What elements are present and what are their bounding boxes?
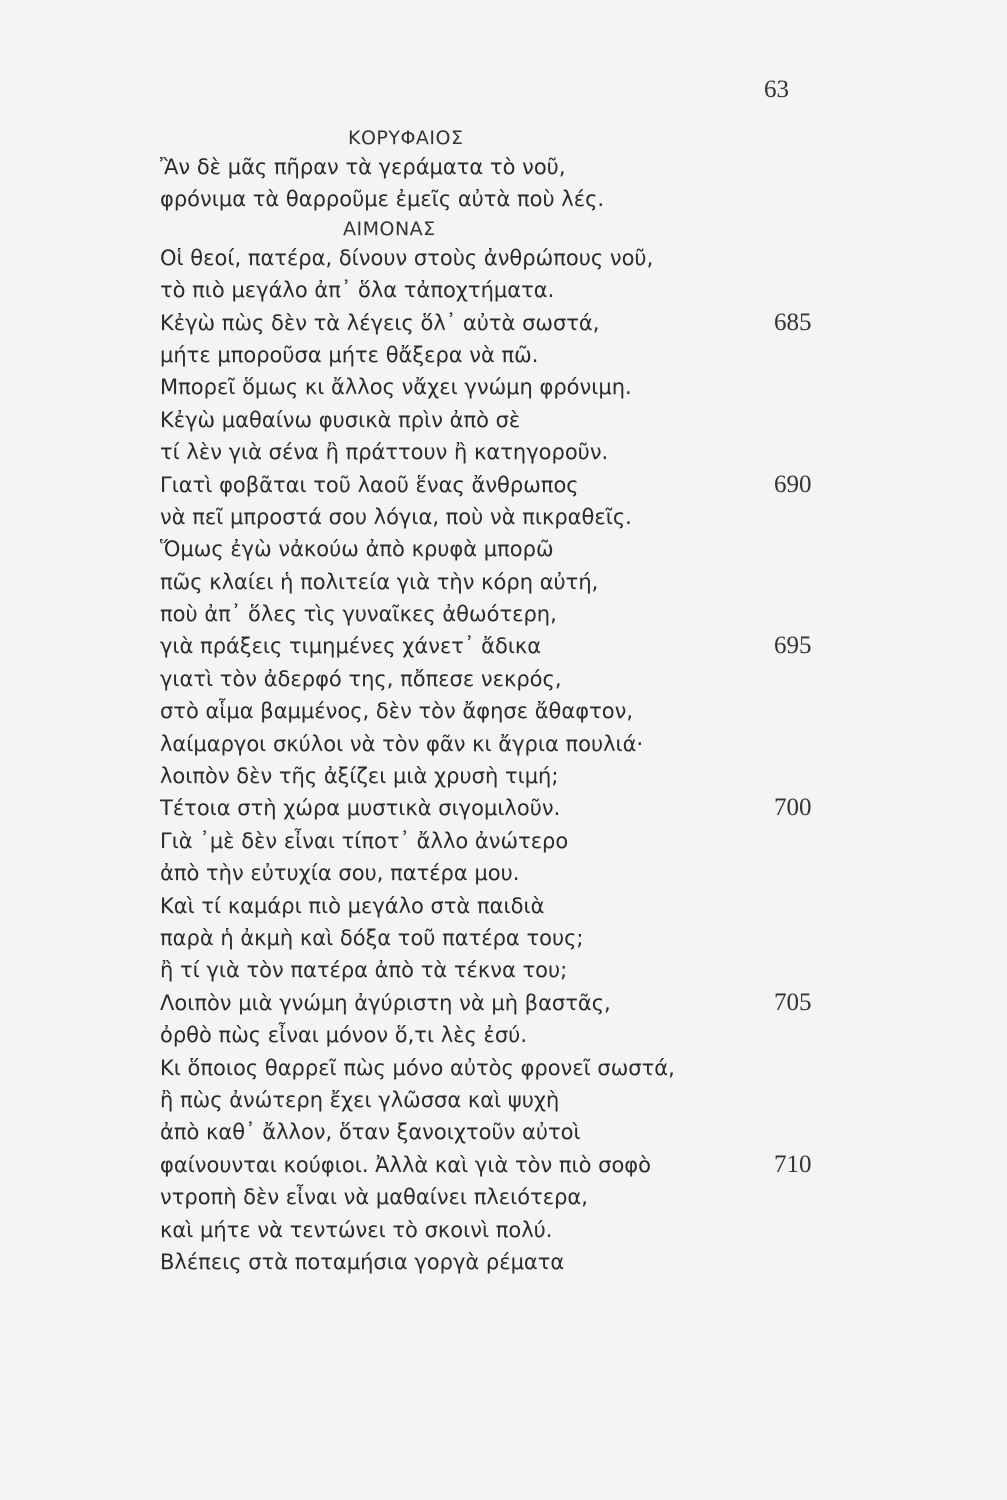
verse-line (160, 792, 860, 824)
verse-line (160, 307, 860, 339)
verse-line-number: 700 (774, 794, 812, 822)
verse-line (160, 339, 860, 371)
verse-line (160, 242, 860, 274)
verse-line-text: φρόνιμα τὰ θαρροῦμε ἐμεῖς αὐτὰ ποὺ λές. (160, 187, 605, 212)
verse-line-text: ἢ τί γιὰ τὸν πατέρα ἀπὸ τὰ τέκνα του; (160, 958, 568, 983)
verse-line (160, 1246, 860, 1278)
verse-line (160, 1019, 860, 1051)
verse-line (160, 825, 860, 857)
verse-line (160, 1181, 860, 1213)
verse-line-text: ὀρθὸ πὼς εἶναι μόνον ὅ,τι λὲς ἐσύ. (160, 1023, 527, 1048)
verse-line-text: Λοιπὸν μιὰ γνώμη ἀγύριστη νὰ μὴ βαστᾶς, (160, 990, 611, 1015)
verse-line-text: ντροπὴ δὲν εἶναι νὰ μαθαίνει πλειότερα, (160, 1185, 588, 1210)
verse-line-text: τί λὲν γιὰ σένα ἢ πράττουν ἢ κατηγοροῦν. (160, 440, 609, 465)
verse-line-text: Τέτοια στὴ χώρα μυστικὰ σιγομιλοῦν. (160, 796, 561, 821)
verse-line-number: 710 (774, 1150, 812, 1178)
verse-line (160, 1116, 860, 1148)
verse-line (160, 371, 860, 403)
verse-line (160, 728, 860, 760)
verse-line (160, 151, 860, 183)
verse-line-text: πῶς κλαίει ἡ πολιτεία γιὰ τὴν κόρη αὐτή, (160, 569, 599, 594)
verse-line (160, 857, 860, 889)
verse-line-text: Καὶ τί καμάρι πιὸ μεγάλο στὰ παιδιὰ (160, 893, 545, 918)
verse-line-text: στὸ αἷμα βαμμένος, δὲν τὸν ἄφησε ἄθαφτον, (160, 699, 634, 724)
verse-line-text: Γιατὶ φοβᾶται τοῦ λαοῦ ἕνας ἄνθρωπος (160, 472, 579, 497)
verse-line-text: ποὺ ἀπ᾽ ὅλες τὶς γυναῖκες ἀθωότερη, (160, 602, 557, 627)
verse-line-number: 705 (774, 988, 812, 1016)
verse-line (160, 695, 860, 727)
verse-line-text: Ὅμως ἐγὼ νἀκούω ἀπὸ κρυφὰ μπορῶ (160, 537, 554, 562)
verse-line (160, 436, 860, 468)
verse-line (160, 760, 860, 792)
verse-line-text: Οἱ θεοί, πατέρα, δίνουν στοὺς ἀνθρώπους νοῦ, (160, 245, 654, 270)
verse-line (160, 598, 860, 630)
verse-line (160, 1084, 860, 1116)
verse-line-text: νὰ πεῖ μπροστά σου λόγια, ποὺ νὰ πικραθεῖς. (160, 504, 632, 529)
verse-line-text: ἀπὸ τὴν εὐτυχία σου, πατέρα μου. (160, 861, 520, 886)
verse-line (160, 501, 860, 533)
page-number: 63 (764, 76, 789, 103)
verse-line-text: γιὰ πράξεις τιμημένες χάνετ᾽ ἄδικα (160, 634, 542, 659)
verse-line-text: φαίνουνται κούφιοι. Ἀλλὰ καὶ γιὰ τὸν πιὸ σοφὸ (160, 1152, 651, 1177)
verse-line-text: λοιπὸν δὲν τῆς ἀξίζει μιὰ χρυσὴ τιμή; (160, 764, 559, 789)
verse-line-text: Κι ὅποιος θαρρεῖ πὼς μόνο αὐτὸς φρονεῖ σωστά, (160, 1055, 675, 1080)
verse-line-text: λαίμαργοι σκύλοι νὰ τὸν φᾶν κι ἄγρια πουλιά· (160, 731, 644, 756)
verse-line-text: Βλέπεις στὰ ποταμήσια γοργὰ ρέματα (160, 1249, 565, 1274)
verse-line-text: Γιὰ ᾽μὲ δὲν εἶναι τίποτ᾽ ἄλλο ἀνώτερο (160, 828, 569, 853)
verse-line (160, 183, 860, 215)
verse-line (160, 954, 860, 986)
verse-line (160, 1214, 860, 1246)
verse-line (160, 274, 860, 306)
verse-line (160, 630, 860, 662)
verse-line-text: Κἐγὼ πὼς δὲν τὰ λέγεις ὅλ᾽ αὐτὰ σωστά, (160, 310, 600, 335)
verse-line-text: τὸ πιὸ μεγάλο ἀπ᾽ ὅλα τἀποχτήματα. (160, 278, 555, 303)
verse-line-text: μήτε μποροῦσα μήτε θἄξερα νὰ πῶ. (160, 342, 539, 367)
verse-line-number: 685 (774, 308, 812, 336)
verse-line (160, 533, 860, 565)
verse-text (160, 125, 860, 1278)
verse-line (160, 1052, 860, 1084)
verse-line-text: Μπορεῖ ὅμως κι ἄλλος νἄχει γνώμη φρόνιμη. (160, 375, 632, 400)
verse-line (160, 566, 860, 598)
verse-line (160, 922, 860, 954)
verse-line (160, 987, 860, 1019)
verse-line-text: γιατὶ τὸν ἀδερφό της, πὄπεσε νεκρός, (160, 666, 562, 691)
verse-line-text: ἀπὸ καθ᾽ ἄλλον, ὅταν ξανοιχτοῦν αὐτοὶ (160, 1120, 581, 1145)
verse-line-text: Κἐγὼ μαθαίνω φυσικὰ πρὶν ἀπὸ σὲ (160, 407, 521, 432)
speaker-name-chorus-leader: ΚΟΡΥΦΑΙΟΣ (348, 127, 464, 149)
verse-line-text: παρὰ ἡ ἀκμὴ καὶ δόξα τοῦ πατέρα τους; (160, 925, 584, 950)
verse-line (160, 890, 860, 922)
verse-line-number: 690 (774, 470, 812, 498)
verse-line-text: ἢ πὼς ἀνώτερη ἔχει γλῶσσα καὶ ψυχὴ (160, 1087, 560, 1112)
verse-line (160, 1149, 860, 1181)
verse-line (160, 469, 860, 501)
speaker-name-haemon: ΑΙΜΟΝΑΣ (343, 217, 436, 240)
verse-line-text: Ἂν δὲ μᾶς πῆραν τὰ γεράματα τὸ νοῦ, (160, 155, 566, 179)
verse-line (160, 663, 860, 695)
verse-line-text: καὶ μήτε νὰ τεντώνει τὸ σκοινὶ πολύ. (160, 1217, 553, 1242)
verse-line-number: 695 (774, 632, 812, 660)
verse-line (160, 404, 860, 436)
